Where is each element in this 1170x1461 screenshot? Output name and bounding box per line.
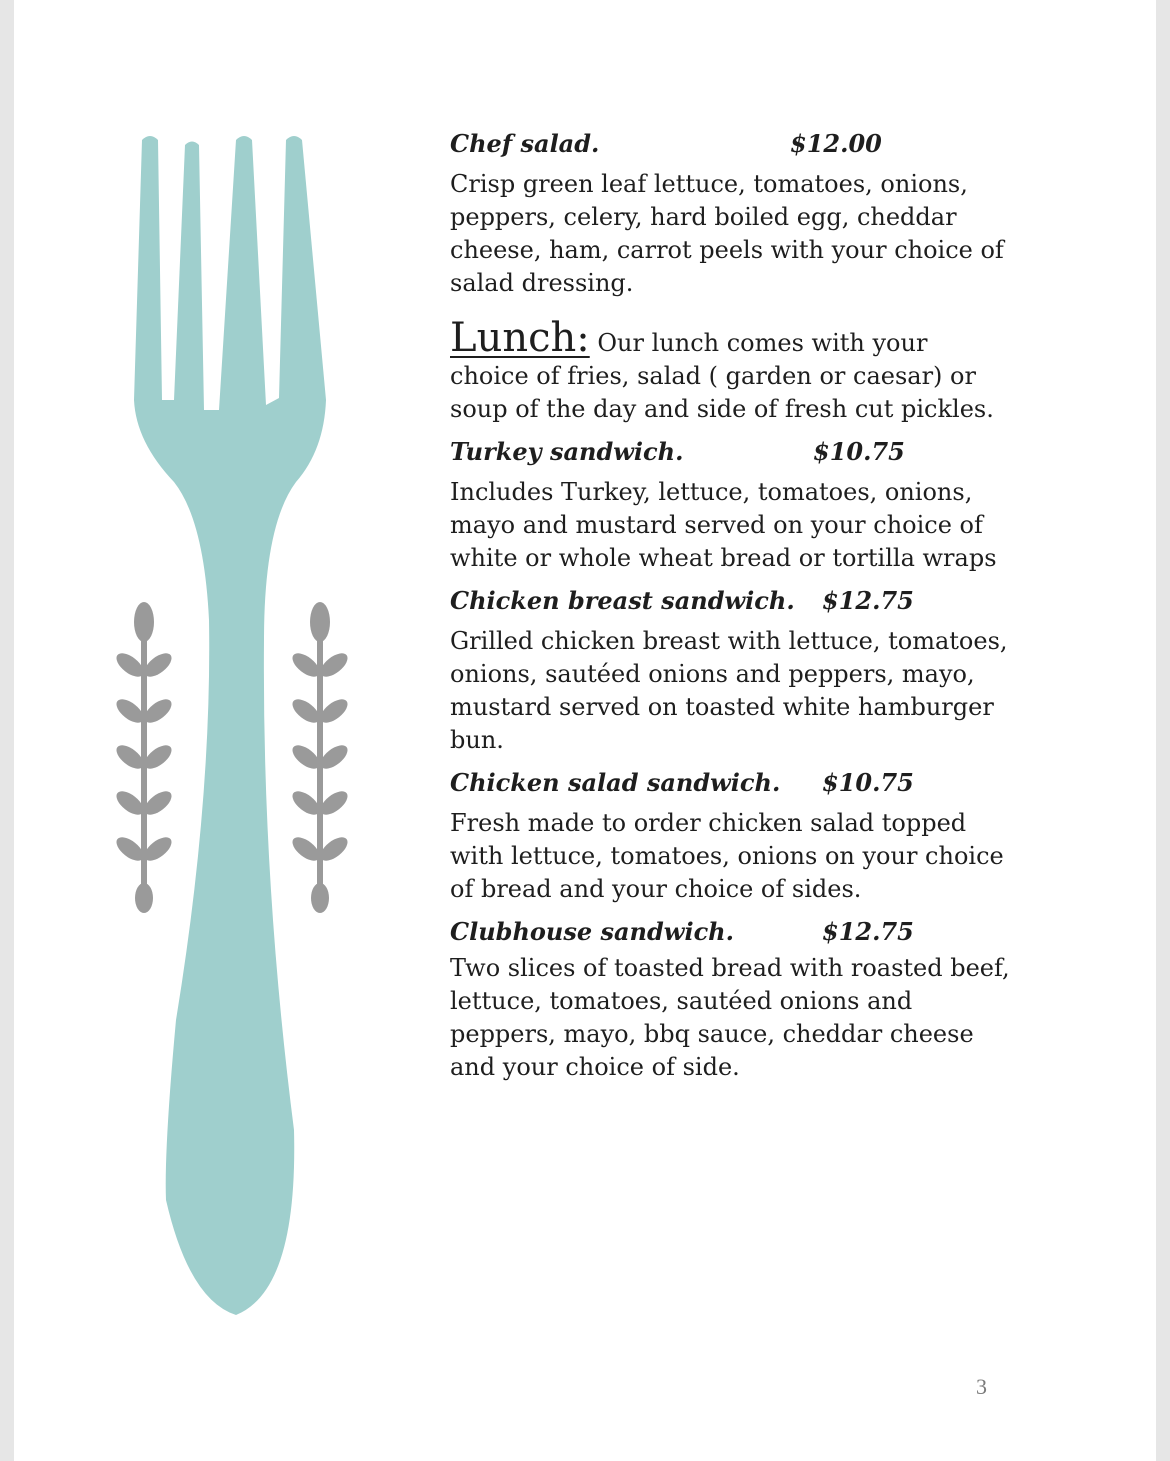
item-heading <box>450 912 1010 952</box>
menu-item-clubhouse-sandwich <box>450 912 1010 1084</box>
item-price: $12.00 <box>790 129 882 158</box>
menu-content <box>450 124 1010 1084</box>
item-description: Includes Turkey, lettuce, tomatoes, onions, mayo and mustard served on your choice of white or whole wheat bread or tortilla wraps <box>450 478 997 572</box>
menu-page <box>14 0 1156 1461</box>
leaf-sprig-icon <box>288 602 351 913</box>
lunch-heading: Lunch: <box>450 315 590 361</box>
menu-item-turkey-sandwich <box>450 432 1010 575</box>
item-heading <box>450 432 1010 472</box>
sprig-leaf <box>311 883 329 913</box>
item-name: Turkey sandwich. <box>450 437 684 466</box>
item-description: Two slices of toasted bread with roasted beef, lettuce, tomatoes, sautéed onions and peppers, mayo, bbq sauce, cheddar cheese and your choice of side. <box>450 954 1010 1081</box>
sprig-leaf <box>134 602 154 642</box>
item-heading <box>450 581 1010 621</box>
item-name: Chicken breast sandwich. <box>450 586 795 615</box>
item-description: Fresh made to order chicken salad topped with lettuce, tomatoes, onions on your choice of bread and your choice of sides. <box>450 809 1004 903</box>
item-price: $12.75 <box>822 586 914 615</box>
item-description: Grilled chicken breast with lettuce, tomatoes, onions, sautéed onions and peppers, mayo, mustard served on toasted white hamburger bun. <box>450 627 1008 754</box>
sprig-leaf <box>310 602 330 642</box>
leaf-sprig-icon <box>112 602 175 913</box>
item-description: Crisp green leaf lettuce, tomatoes, onions, peppers, celery, hard boiled egg, cheddar cheese, ham, carrot peels with your choice of salad dressing. <box>450 170 1004 297</box>
item-name: Chicken salad sandwich. <box>450 768 781 797</box>
menu-item-chef-salad <box>450 124 1010 300</box>
item-heading <box>450 763 1010 803</box>
menu-item-chicken-breast-sandwich <box>450 581 1010 757</box>
item-heading <box>450 124 1010 164</box>
sprig-leaf <box>135 883 153 913</box>
lunch-intro <box>450 315 1010 426</box>
fork-icon <box>134 136 326 1315</box>
item-price: $10.75 <box>813 437 905 466</box>
page-number: 3 <box>976 1374 987 1399</box>
item-name: Clubhouse sandwich. <box>450 917 734 946</box>
item-price: $12.75 <box>822 917 914 946</box>
lunch-text: Our lunch comes with your choice of fries, salad ( garden or caesar) or soup of the day and side of fresh cut pickles. <box>450 329 994 423</box>
menu-item-chicken-salad-sandwich <box>450 763 1010 906</box>
item-name: Chef salad. <box>450 129 600 158</box>
item-price: $10.75 <box>822 768 914 797</box>
